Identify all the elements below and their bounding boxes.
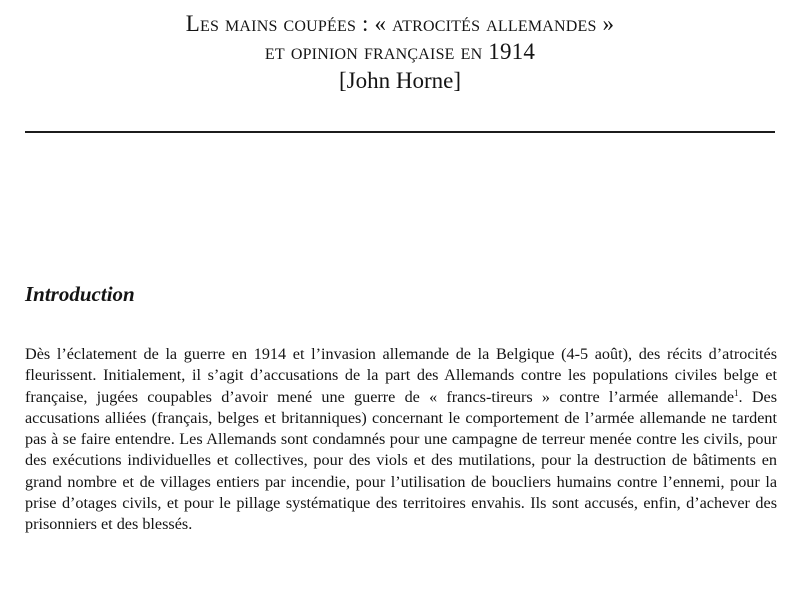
paragraph-text-part-1: Dès l’éclatement de la guerre en 1914 et l’invasion allemande de la Belgique (4-5 août), des récits d’atrocités fleurissent. Initialement, il s’agit d’accusations de la part des Allemands contre les populations civiles belge et française, jugées coupables d’avoir mené une guerre de « francs-tireurs » contre l’armée allemande (25, 345, 777, 406)
introduction-paragraph (25, 344, 777, 536)
title-divider (25, 131, 775, 133)
article-title-block (0, 10, 800, 96)
article-title-line-1: Les mains coupées : « atrocités allemandes » (185, 11, 615, 36)
section-heading: Introduction (25, 282, 135, 306)
footnote-reference[interactable]: 1 (734, 387, 739, 398)
article-title-line-2: et opinion française en 1914 (264, 39, 536, 64)
paragraph-text-part-2: . Des accusations alliées (français, belges et britanniques) concernant le comportement de l’armée allemande ne tardent pas à se faire entendre. Les Allemands sont condamnés pour une campagne de terreur menée contre les civils, pour des exécutions individuelles et collectives, pour des viols et des mutilations, pour la destruction de bâtiments en grand nombre et de villages entiers par incendie, pour l’utilisation de boucliers humains contre l’ennemi, pour la prise d’otages civils, et pour le pillage systématique des territoires envahis. Ils sont accusés, enfin, d’achever des prisonniers et des blessés. (25, 387, 777, 534)
article-author: [John Horne] (339, 68, 461, 93)
